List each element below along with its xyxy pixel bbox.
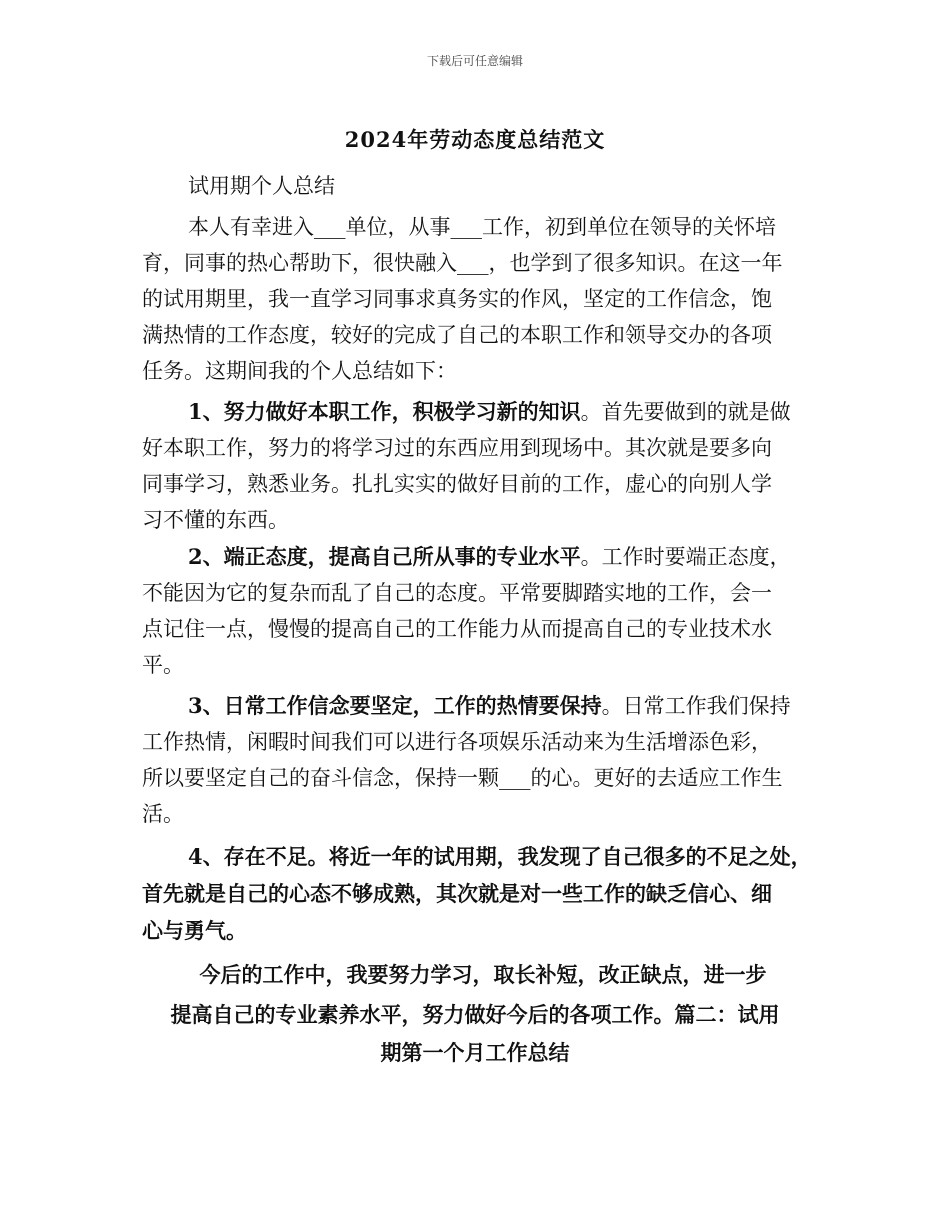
paragraph-text: 不能因为它的复杂而乱了自己的态度。平常要脚踏实地的工作，会一 (142, 581, 772, 605)
closing-line: 今后的工作中，我要努力学习，取长补短，改正缺点，进一步 (199, 962, 767, 987)
section-4-line (0, 876, 950, 912)
paragraph-text: 所以要坚定自己的奋斗信念，保持一颗___的心。更好的去适应工作生 (142, 766, 783, 790)
paragraph-text: 的试用期里，我一直学习同事求真务实的作风，坚定的工作信念，饱 (142, 287, 772, 311)
section-4-text: 心与勇气。 (142, 918, 247, 943)
paragraph-line (0, 430, 950, 466)
subtitle-line (0, 168, 950, 204)
section-3-heading: 3、日常工作信念要坚定，工作的热情要保持 (188, 693, 602, 718)
paragraph-line (0, 796, 950, 832)
paragraph-line (0, 647, 950, 683)
section-4-text: 首先就是自己的心态不够成熟，其次就是对一些工作的缺乏信心、细 (142, 881, 772, 906)
paragraph-line (0, 575, 950, 611)
paragraph-text: 工作热情，闲暇时间我们可以进行各项娱乐活动来为生活增添色彩， (142, 730, 772, 754)
subtitle: 试用期个人总结 (188, 174, 335, 198)
closing-line: 提高自己的专业素养水平，努力做好今后的各项工作。篇二：试用 (170, 1002, 780, 1027)
paragraph-text: 育，同事的热心帮助下，很快融入___，也学到了很多知识。在这一年 (142, 251, 783, 275)
section-2-lead: 。工作时要端正态度， (580, 545, 791, 569)
paragraph-line (0, 353, 950, 389)
section-2-heading: 2、端正态度，提高自己所从事的专业水平 (188, 544, 581, 569)
section-4-text: 4、存在不足。将近一年的试用期，我发现了自己很多的不足之处， (188, 844, 812, 869)
closing-line: 期第一个月工作总结 (380, 1040, 570, 1065)
section-3-first-line (0, 688, 950, 724)
paragraph-text: 满热情的工作态度，较好的完成了自己的本职工作和领导交办的各项 (142, 323, 772, 347)
paragraph-line (0, 245, 950, 281)
paragraph-line (0, 611, 950, 647)
paragraph-text: 平。 (142, 653, 184, 677)
section-3-lead: 。日常工作我们保持 (601, 694, 791, 718)
paragraph-line (0, 502, 950, 538)
paragraph-line (0, 317, 950, 353)
section-1-first-line (0, 394, 950, 430)
section-1-lead: 。首先要做到的就是做 (580, 400, 791, 424)
paragraph-line (0, 760, 950, 796)
paragraph-line (0, 281, 950, 317)
paragraph-text: 习不懂的东西。 (142, 508, 289, 532)
paragraph-text: 同事学习，熟悉业务。扎扎实实的做好目前的工作，虚心的向别人学 (142, 472, 772, 496)
section-4-line (0, 839, 950, 875)
section-2-first-line (0, 539, 950, 575)
paragraph-text: 点记住一点，慢慢的提高自己的工作能力从而提高自己的专业技术水 (142, 617, 772, 641)
section-4-line (0, 913, 950, 949)
paragraph-line (0, 466, 950, 502)
paragraph-text: 任务。这期间我的个人总结如下： (142, 359, 457, 383)
paragraph-text: 活。 (142, 802, 184, 826)
paragraph-line (0, 209, 950, 245)
paragraph-text: 好本职工作，努力的将学习过的东西应用到现场中。其次就是要多向 (142, 436, 772, 460)
paragraph-line (0, 724, 950, 760)
paragraph-text: 本人有幸进入___单位，从事___工作，初到单位在领导的关怀培 (188, 215, 776, 239)
header-note: 下载后可任意编辑 (426, 54, 523, 68)
section-1-heading: 1、努力做好本职工作，积极学习新的知识 (188, 399, 581, 424)
document-title: 2024年劳动态度总结范文 (344, 127, 606, 152)
